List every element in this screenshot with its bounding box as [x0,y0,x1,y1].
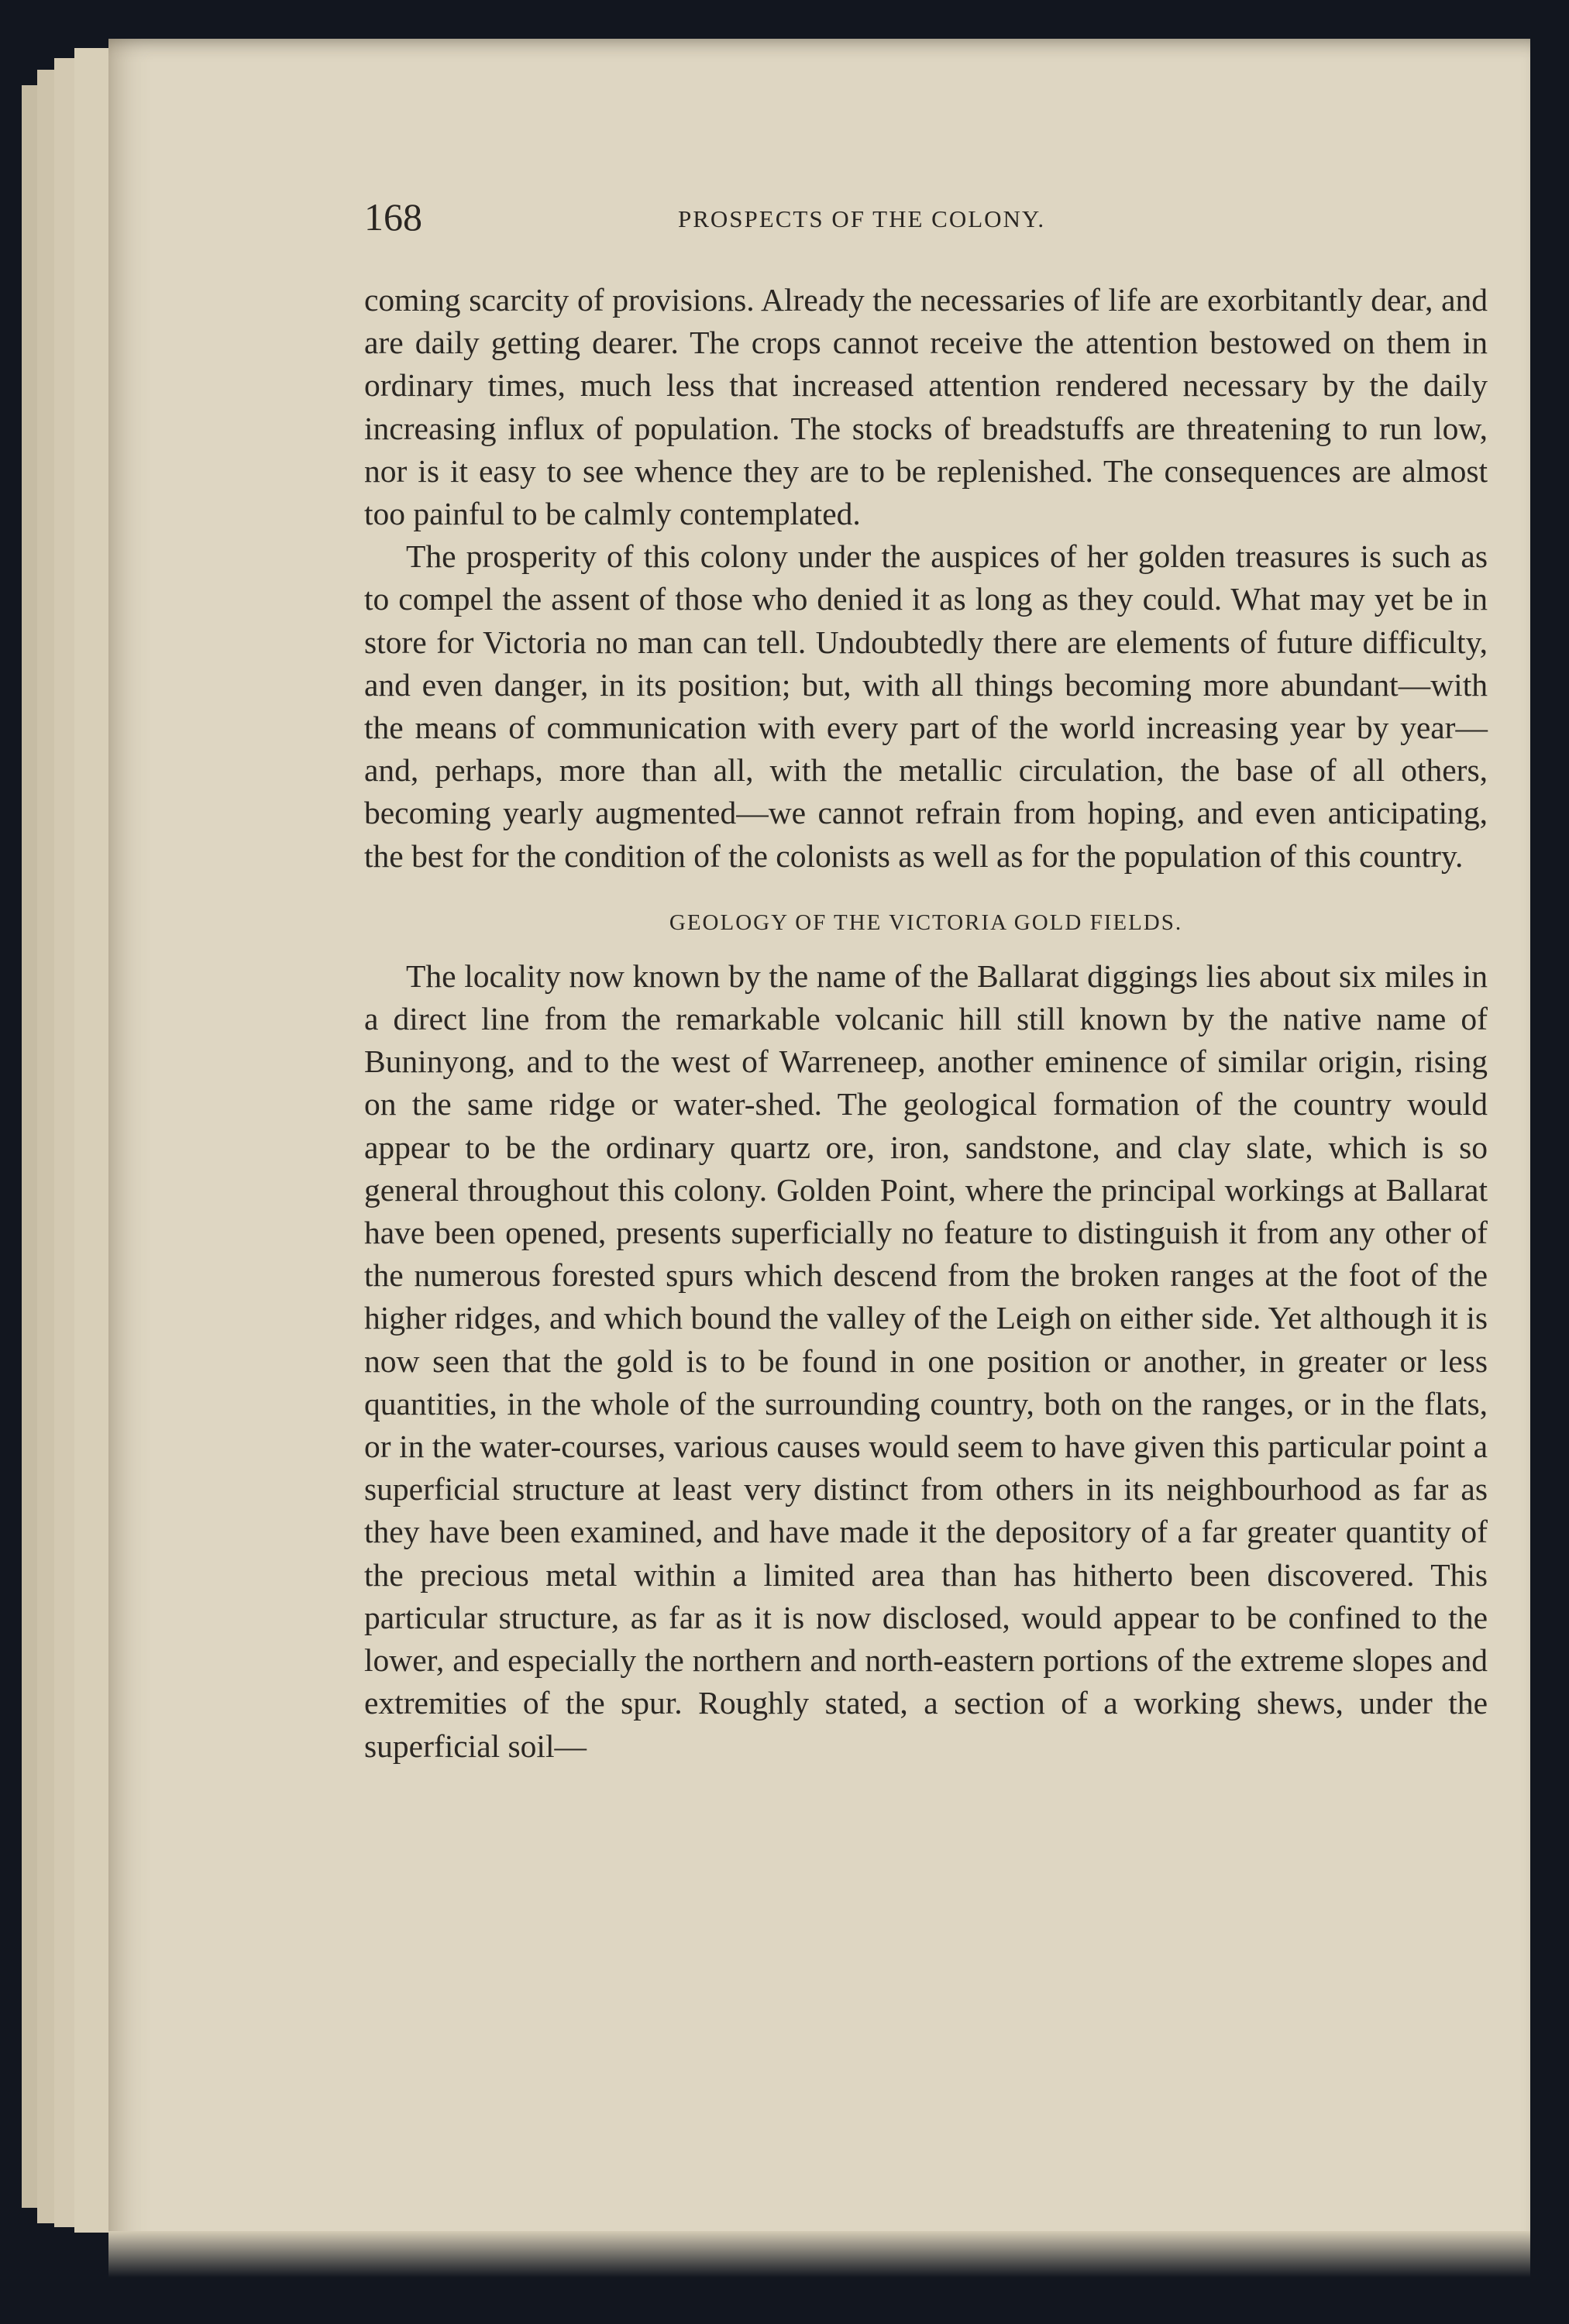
page-number: 168 [364,195,422,239]
section-heading: GEOLOGY OF THE VICTORIA GOLD FIELDS. [669,909,1183,935]
running-title: PROSPECTS OF THE COLONY. [678,205,1046,232]
section-paragraph: The locality now known by the name of the Ballarat diggings lies about six miles in a direct line from the remarkable volcanic hill still known by the native name of Buninyong, and to the west of Warreneep, another eminence of similar origin, rising on the same ridge or water-shed. The geological formation of the country would appear to be the ordinary quartz ore, iron, sandstone, and clay slate, which is so general throughout this colony. Golden Point, where the principal workings at Ballarat have been opened, presents superficially no feature to distinguish it from any other of the numerous forested spurs which descend from the broken ranges at the foot of the higher ridges, and which bound the valley of the Leigh on either side. Yet although it is now seen that the gold is to be found in one position or another, in greater or less quantities, in the whole of the surrounding country, both on the ranges, or in the flats, or in the water-courses, various causes would seem to have given this particular point a superficial structure at least very distinct from others in its neighbourhood as far as they have been examined, and have made it the depository of a far greater quantity of the precious metal within a limited area than has hitherto been discovered. This particular structure, as far as it is now disclosed, would appear to be confined to the lower, and especially the northern and north-eastern portions of the extreme slopes and extremities of the spur. Roughly stated, a section of a working shews, under the superficial soil— [364,957,1488,1764]
page-bottom-shadow [108,2231,1530,2278]
body-paragraph: The prosperity of this colony under the auspices of her golden treasures is such as to compel the assent of those who denied it as long as they could. What may yet be in store for Victoria no man can tell. Undoubtedly there are elements of future difficulty, and even danger, in its position; but, with all things becoming more abundant—with the means of communication with every part of the world increasing year by year—and, perhaps, more than all, with the metallic circulation, the base of all others, becoming yearly augmented—we cannot refrain from hoping, and even anticipating, the best for the condition of the colonists as well as for the population of this country. [364,538,1488,874]
page-body [364,279,1488,1768]
body-paragraph: coming scarcity of provisions. Already the necessaries of life are exorbitantly dear, and are daily getting dearer. The crops cannot receive the attention bestowed on them in ordinary times, much less that increased attention rendered necessary by the daily increasing influx of population. The stocks of breadstuffs are threatening to run low, nor is it easy to see whence they are to be replenished. The consequences are almost too painful to be calmly contemplated. [364,282,1488,532]
